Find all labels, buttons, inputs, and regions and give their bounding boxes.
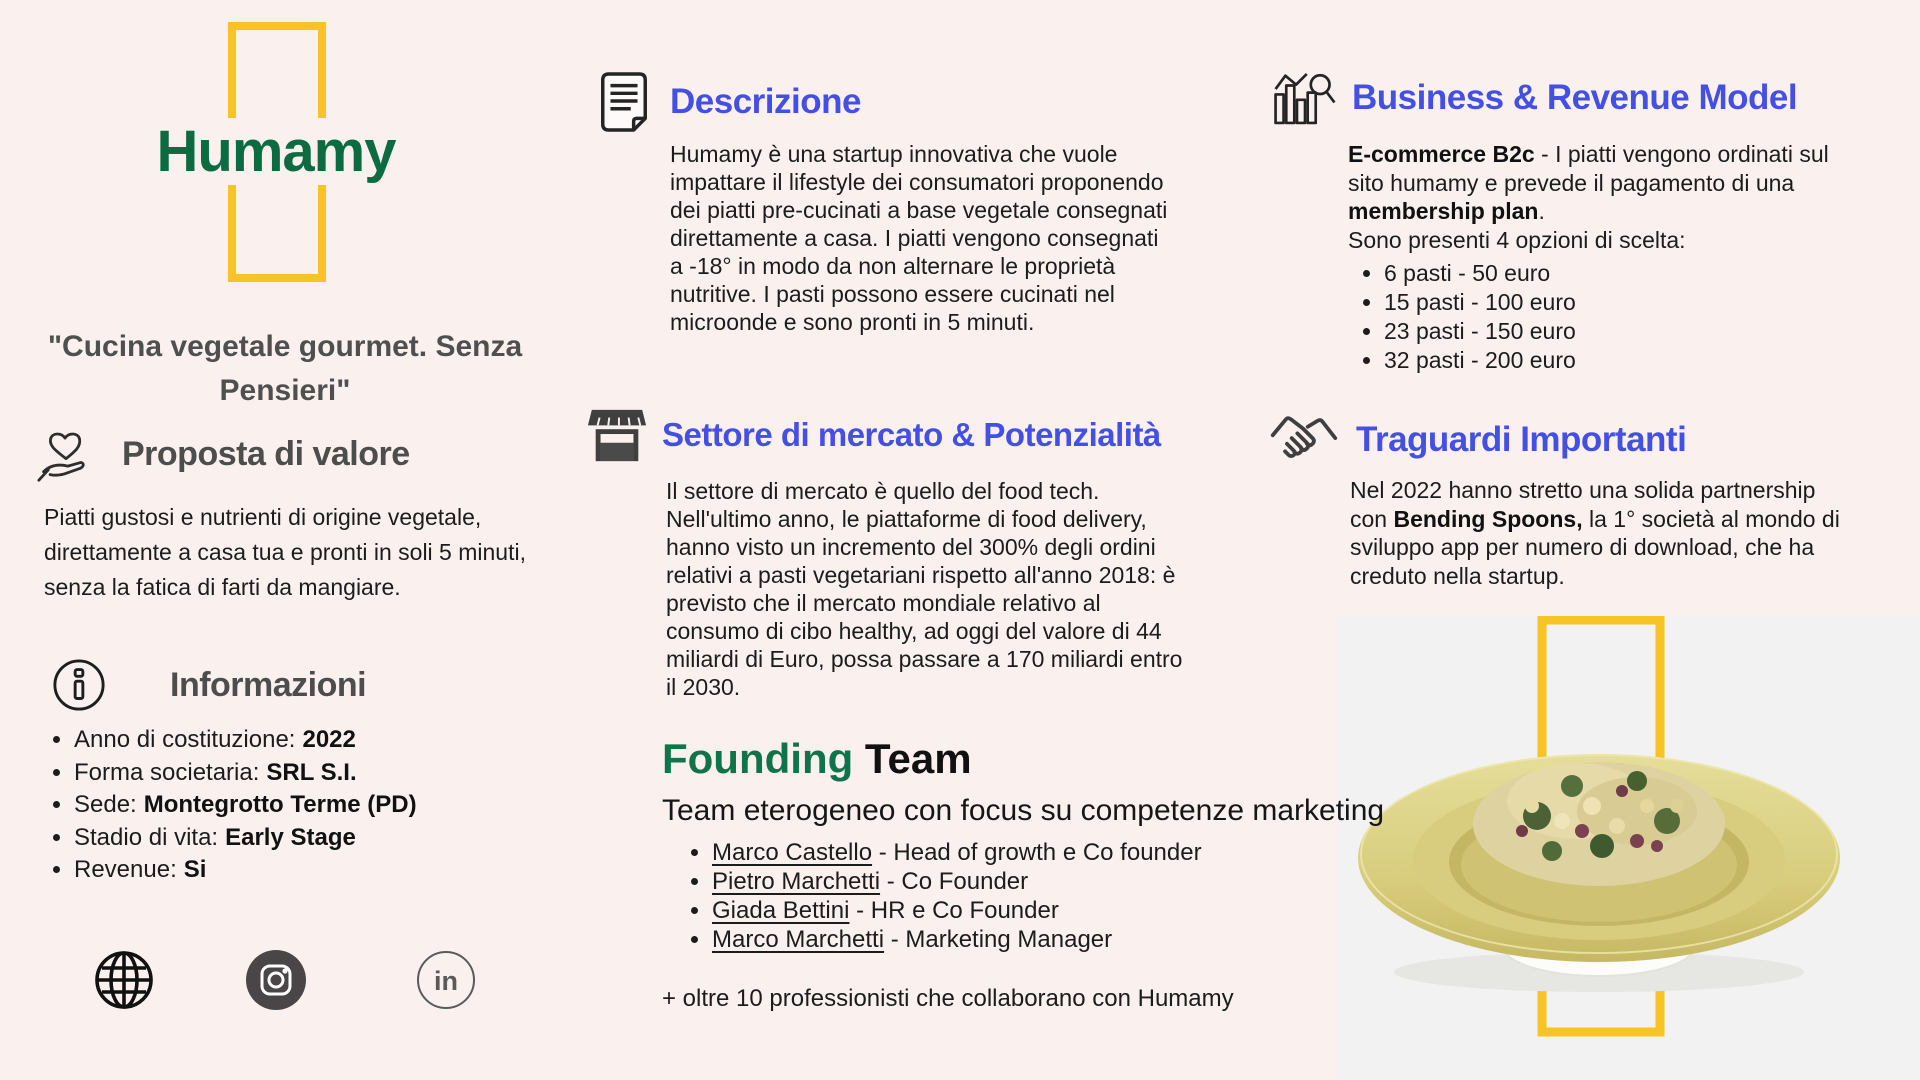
heart-in-hand-icon [36,425,96,483]
info-item: • Stadio di vita: Early Stage [74,822,526,855]
founding-team-subtitle: Team eterogeneo con focus su competenze marketing [662,794,1385,827]
settore-title: Settore di mercato & Potenzialità [662,416,1161,453]
handshake-icon [1268,408,1340,472]
info-circle-icon [52,658,106,712]
document-icon [596,70,652,134]
market-stall-icon [586,404,648,466]
business-body [1348,140,1858,375]
pricing-option: • 15 pasti - 100 euro [1384,288,1858,317]
info-item: • Sede: Montegrotto Terme (PD) [74,789,526,822]
pricing-options-list [1348,259,1858,375]
team-member: • Marco Castello - Head of growth e Co founder [712,838,1202,867]
founding-team-title [662,735,972,783]
brand-logo [0,118,552,185]
settore-heading [586,404,1161,466]
traguardi-title: Traguardi Importanti [1356,420,1687,459]
founding-title-accent: Founding [662,735,854,782]
founding-title-rest: Team [853,735,972,782]
info-item: • Forma societaria: SRL S.I. [74,757,526,790]
proposta-body: Piatti gustosi e nutrienti di origine vegetale, direttamente a casa tua e pronti in soli 5 minuti, senza la fatica di farti da mangiare. [44,504,526,600]
descrizione-heading [596,70,861,134]
team-member-name[interactable]: Marco Marchetti [712,926,885,953]
plate-illustration [1337,616,1920,1080]
informazioni-list [46,724,526,887]
settore-body: Il settore di mercato è quello del food tech. Nell'ultimo anno, le piattaforme di food delivery, hanno visto un incremento del 300% degli ordini relativi a pasti vegetariani rispetto all'anno 2018: è previsto che il mercato mondiale relativo al consumo di cibo healthy, ad oggi del valore di 44 miliardi di Euro, possa passare a 170 miliardi entro il 2030. [666,478,1183,700]
brand-logo-text: Humamy [143,118,410,185]
business-options-intro: Sono presenti 4 opzioni di scelta: [1348,226,1686,253]
info-item: • Anno di costituzione: 2022 [74,724,526,757]
informazioni-heading [52,658,366,712]
business-intro: E-commerce B2c - I piatti vengono ordinati sul sito humamy e prevede il pagamento di una membership plan. [1348,141,1829,224]
team-member: • Pietro Marchetti - Co Founder [712,867,1202,896]
proposta-heading [36,425,410,483]
instagram-icon[interactable] [244,948,308,1012]
proposta-title: Proposta di valore [122,434,410,473]
dish-photo [1337,616,1920,1080]
business-heading [1272,68,1797,128]
info-item: • Revenue: Si [74,854,526,887]
team-member-name[interactable]: Marco Castello [712,839,873,866]
founding-team-list [686,838,1202,954]
brand-tagline: "Cucina vegetale gourmet. Senza Pensieri" [47,330,523,407]
team-extra-note: + oltre 10 professionisti che collaborano con Humamy [662,985,1234,1012]
traguardi-heading [1268,408,1686,472]
linkedin-icon[interactable] [414,948,478,1012]
linkedin-glyph: in [434,966,458,996]
team-member: • Marco Marchetti - Marketing Manager [712,925,1202,954]
growth-chart-magnifier-icon [1272,68,1338,128]
pricing-option: • 23 pasti - 150 euro [1384,317,1858,346]
pricing-option: • 6 pasti - 50 euro [1384,259,1858,288]
descrizione-body: Humamy è una startup innovativa che vuole impattare il lifestyle dei consumatori proponendo dei piatti pre-cucinati a base vegetale consegnati direttamente a casa. I piatti vengono consegnati a -18° in modo da non alternare le proprietà nutritive. I pasti possono essere cucinati nel microonde e sono pronti in 5 minuti. [670,141,1168,335]
informazioni-title: Informazioni [170,665,367,704]
business-title: Business & Revenue Model [1352,78,1798,117]
team-member-name[interactable]: Giada Bettini [712,897,850,924]
team-member: • Giada Bettini - HR e Co Founder [712,896,1202,925]
pricing-option: • 32 pasti - 200 euro [1384,346,1858,375]
team-member-name[interactable]: Pietro Marchetti [712,868,881,895]
descrizione-title: Descrizione [670,82,861,121]
traguardi-body: Nel 2022 hanno stretto una solida partnership con Bending Spoons, la 1° società al mondo di sviluppo app per numero di download, che ha creduto nella startup. [1350,477,1840,589]
website-globe-icon[interactable] [92,948,156,1012]
